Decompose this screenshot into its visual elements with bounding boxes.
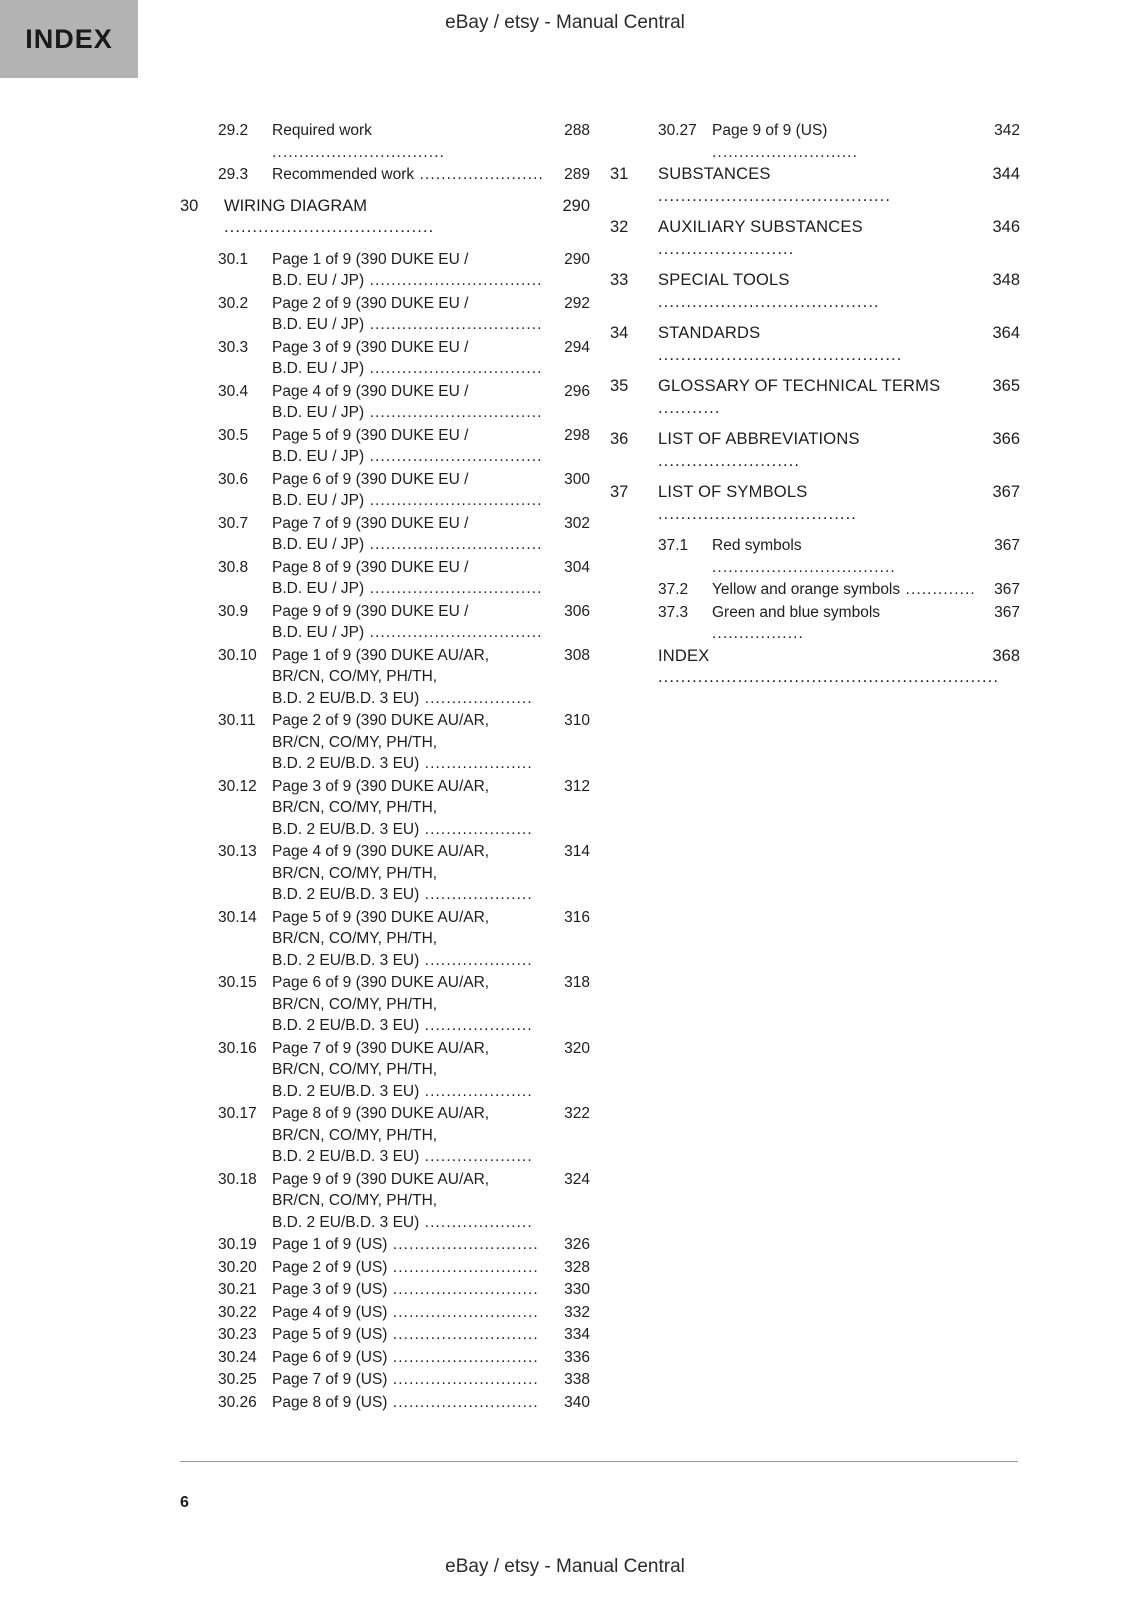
toc-entry-title-line: B.D. 2 EU/B.D. 3 EU) .................... bbox=[272, 951, 533, 969]
toc-entry-page: 322 bbox=[564, 1105, 590, 1122]
toc-entry-number: 30.25 bbox=[218, 1371, 257, 1388]
toc-entry-title bbox=[262, 841, 546, 906]
toc-entry[interactable] bbox=[610, 579, 1020, 601]
toc-entry-number: 30.4 bbox=[218, 382, 249, 400]
toc-entry-number: 35 bbox=[610, 377, 629, 395]
toc-leader-dots: ........................... bbox=[712, 143, 858, 161]
toc-entry-title bbox=[702, 535, 976, 578]
toc-entry[interactable] bbox=[180, 1103, 590, 1168]
toc-entry-number: 30.13 bbox=[218, 843, 257, 860]
toc-entry[interactable] bbox=[180, 1234, 590, 1256]
toc-entry-title-line: Page 4 of 9 (US) ........................... bbox=[272, 1303, 539, 1321]
toc-leader-dots: ................................ bbox=[364, 272, 543, 289]
toc-entry-title-line: Page 5 of 9 (US) ........................... bbox=[272, 1326, 539, 1343]
toc-entry-title-line: BR/CN, CO/MY, PH/TH, bbox=[272, 1061, 438, 1078]
toc-entry-page: 367 bbox=[994, 537, 1020, 554]
toc-entry-title bbox=[262, 1279, 546, 1301]
toc-entry-number: 33 bbox=[610, 271, 629, 289]
toc-entry-title bbox=[262, 1324, 546, 1346]
toc-entry[interactable] bbox=[610, 376, 1020, 419]
toc-entry-page: 302 bbox=[564, 514, 590, 532]
toc-entry[interactable] bbox=[180, 1347, 590, 1369]
toc-entry-title-line: Page 1 of 9 (390 DUKE AU/AR, bbox=[272, 646, 490, 664]
toc-entry-number: 30.18 bbox=[218, 1170, 257, 1188]
toc-entry[interactable] bbox=[180, 601, 590, 644]
page-header-text: eBay / etsy - Manual Central bbox=[445, 12, 685, 33]
toc-entry-number: 30.20 bbox=[218, 1258, 257, 1276]
toc-entry-title bbox=[640, 217, 976, 260]
toc-entry-number: 37.3 bbox=[658, 603, 689, 621]
toc-entry-title bbox=[262, 557, 546, 600]
toc-entry-title-line: Page 1 of 9 (390 DUKE EU / bbox=[272, 250, 469, 268]
toc-entry-page: 289 bbox=[564, 166, 590, 183]
toc-leader-dots: ......................................... bbox=[658, 186, 892, 205]
toc-entry-title-line: Recommended work ....................... bbox=[272, 166, 544, 183]
toc-entry-title-line: Page 7 of 9 (390 DUKE EU / bbox=[272, 514, 469, 532]
toc-entry[interactable] bbox=[180, 1279, 590, 1301]
toc-entry-number: 29.3 bbox=[218, 166, 249, 183]
toc-entry-number: 31 bbox=[610, 165, 629, 183]
toc-entry-title-line: LIST OF SYMBOLS ................................... bbox=[658, 483, 857, 523]
toc-entry-page: 367 bbox=[994, 603, 1020, 621]
toc-entry[interactable] bbox=[180, 972, 590, 1037]
toc-entry-number: 30.24 bbox=[218, 1348, 257, 1366]
toc-entry-page: 366 bbox=[992, 430, 1020, 448]
toc-leader-dots: ............................................................ bbox=[658, 668, 1000, 686]
toc-entry-title bbox=[262, 164, 546, 186]
toc-entry-page: 310 bbox=[564, 712, 590, 729]
toc-entry-title-line: B.D. 2 EU/B.D. 3 EU) .................... bbox=[272, 1017, 533, 1034]
toc-entry-title-line: B.D. EU / JP) ................................ bbox=[272, 316, 543, 333]
toc-leader-dots: ................................... bbox=[658, 504, 857, 523]
toc-entry-number: 32 bbox=[610, 218, 629, 236]
toc-entry-number: 30.2 bbox=[218, 294, 249, 312]
toc-entry-page: 298 bbox=[564, 426, 590, 444]
toc-entry-title bbox=[262, 776, 546, 841]
toc-entry[interactable] bbox=[180, 1302, 590, 1324]
toc-leader-dots: ........................... bbox=[387, 1236, 539, 1253]
toc-entry-number: 30.12 bbox=[218, 777, 257, 795]
toc-entry[interactable] bbox=[180, 381, 590, 424]
toc-entry-page: 296 bbox=[564, 382, 590, 400]
toc-entry-title-line: AUXILIARY SUBSTANCES ........................ bbox=[658, 218, 863, 258]
toc-entry-title-line: Page 2 of 9 (390 DUKE EU / bbox=[272, 294, 469, 312]
toc-entry-page: 290 bbox=[564, 250, 590, 268]
toc-column-right bbox=[610, 120, 1020, 699]
toc-leader-dots: ........................... bbox=[387, 1281, 539, 1298]
toc-entry-title-line: SPECIAL TOOLS ....................................... bbox=[658, 271, 880, 311]
toc-entry-page: 340 bbox=[564, 1393, 590, 1411]
toc-entry-title-line: GLOSSARY OF TECHNICAL TERMS ........... bbox=[658, 377, 941, 417]
toc-leader-dots: ..................................... bbox=[224, 218, 435, 236]
toc-entry-title-line: BR/CN, CO/MY, PH/TH, bbox=[272, 799, 438, 816]
toc-entry-title-line: Page 7 of 9 (US) ........................... bbox=[272, 1371, 539, 1388]
toc-entry[interactable] bbox=[180, 776, 590, 841]
toc-entry-page: 330 bbox=[564, 1281, 590, 1298]
toc-entry-page: 324 bbox=[564, 1170, 590, 1188]
toc-entry[interactable] bbox=[180, 249, 590, 292]
toc-entry-page: 367 bbox=[994, 581, 1020, 598]
toc-entry-page: 314 bbox=[564, 843, 590, 860]
toc-entry-title bbox=[262, 120, 546, 163]
footer-divider bbox=[180, 1461, 1018, 1462]
toc-entry-title-line: Page 6 of 9 (US) ........................... bbox=[272, 1348, 539, 1366]
toc-entry-number: 30.23 bbox=[218, 1326, 257, 1343]
toc-entry-title-line: B.D. EU / JP) ................................ bbox=[272, 536, 543, 553]
toc-entry[interactable] bbox=[180, 513, 590, 556]
toc-entry-title-line: LIST OF ABBREVIATIONS ......................... bbox=[658, 430, 860, 470]
toc-leader-dots: .................... bbox=[419, 1148, 533, 1165]
toc-entry-title bbox=[262, 381, 546, 424]
toc-entry-title bbox=[262, 1169, 546, 1234]
toc-entry-title bbox=[640, 164, 976, 207]
toc-leader-dots: ................................ bbox=[364, 404, 543, 421]
toc-entry-title-line: BR/CN, CO/MY, PH/TH, bbox=[272, 1192, 438, 1209]
toc-entry-number: 30.10 bbox=[218, 646, 257, 664]
toc-entry-page: 288 bbox=[564, 122, 590, 139]
toc-entry-title bbox=[262, 425, 546, 468]
toc-entry-title-line: Page 5 of 9 (390 DUKE AU/AR, bbox=[272, 908, 490, 926]
toc-entry-number: 30.3 bbox=[218, 338, 249, 356]
toc-entry-title bbox=[262, 337, 546, 380]
toc-leader-dots: .................... bbox=[419, 1017, 533, 1034]
toc-leader-dots: ................................ bbox=[364, 316, 543, 333]
toc-entry-number: 30.9 bbox=[218, 602, 249, 620]
toc-entry-title-line: Page 4 of 9 (390 DUKE EU / bbox=[272, 382, 469, 400]
toc-entry-title-line: B.D. 2 EU/B.D. 3 EU) .................... bbox=[272, 755, 533, 772]
toc-leader-dots: ................................ bbox=[364, 360, 543, 377]
toc-entry-title bbox=[262, 1369, 546, 1391]
toc-entry-title bbox=[262, 1347, 546, 1369]
toc-entry-title-line: Page 6 of 9 (390 DUKE AU/AR, bbox=[272, 974, 490, 991]
toc-leader-dots: .................... bbox=[419, 1213, 533, 1231]
toc-leader-dots: .................... bbox=[419, 951, 533, 969]
toc-leader-dots: .................... bbox=[419, 689, 533, 707]
toc-entry-title-line: BR/CN, CO/MY, PH/TH, bbox=[272, 668, 438, 685]
toc-entry-title-line: Page 8 of 9 (390 DUKE AU/AR, bbox=[272, 1105, 490, 1122]
toc-entry[interactable] bbox=[180, 557, 590, 600]
toc-entry-title-line: B.D. 2 EU/B.D. 3 EU) .................... bbox=[272, 886, 533, 903]
toc-entry-page: 306 bbox=[564, 602, 590, 620]
toc-entry-title-line: BR/CN, CO/MY, PH/TH, bbox=[272, 864, 438, 882]
toc-leader-dots: ................................ bbox=[364, 448, 543, 465]
toc-entry-title-line: Page 5 of 9 (390 DUKE EU / bbox=[272, 426, 469, 444]
toc-entry[interactable] bbox=[180, 164, 590, 186]
toc-column-left bbox=[180, 120, 590, 1414]
toc-entry[interactable] bbox=[180, 710, 590, 775]
toc-entry-title-line: BR/CN, CO/MY, PH/TH, bbox=[272, 995, 438, 1013]
toc-leader-dots: .................... bbox=[419, 1082, 533, 1100]
toc-entry-page: 308 bbox=[564, 646, 590, 664]
toc-entry[interactable] bbox=[610, 323, 1020, 366]
toc-entry-number: 34 bbox=[610, 324, 629, 342]
toc-entry[interactable] bbox=[180, 841, 590, 906]
toc-entry[interactable] bbox=[610, 217, 1020, 260]
toc-entry-number: 29.2 bbox=[218, 122, 249, 139]
toc-entry-title-line: B.D. EU / JP) ................................ bbox=[272, 360, 543, 377]
toc-entry-title-line: B.D. 2 EU/B.D. 3 EU) .................... bbox=[272, 689, 533, 707]
toc-entry-page: 326 bbox=[564, 1236, 590, 1253]
toc-entry[interactable] bbox=[610, 535, 1020, 578]
toc-leader-dots: .................................. bbox=[712, 558, 896, 576]
toc-entry-title bbox=[640, 270, 976, 313]
toc-entry-page: 364 bbox=[992, 324, 1020, 342]
toc-leader-dots: ................................ bbox=[364, 492, 543, 509]
toc-entry-number: 37 bbox=[610, 483, 629, 501]
toc-leader-dots: ........................................... bbox=[658, 345, 903, 364]
toc-entry-title-line: BR/CN, CO/MY, PH/TH, bbox=[272, 1126, 438, 1144]
toc-leader-dots: ................................ bbox=[364, 624, 543, 641]
toc-entry[interactable] bbox=[180, 907, 590, 972]
toc-entry-title bbox=[262, 1257, 546, 1279]
toc-entry-title-line: Page 3 of 9 (US) ........................... bbox=[272, 1281, 539, 1298]
toc-entry-title-line: Page 2 of 9 (390 DUKE AU/AR, bbox=[272, 712, 490, 729]
toc-entry-title bbox=[262, 293, 546, 336]
page-number: 6 bbox=[180, 1494, 189, 1511]
toc-entry-title-line: Page 1 of 9 (US) ........................... bbox=[272, 1236, 539, 1253]
toc-entry-title bbox=[640, 376, 976, 419]
toc-entry-title-line: BR/CN, CO/MY, PH/TH, bbox=[272, 733, 438, 751]
toc-leader-dots: ....................................... bbox=[658, 292, 880, 311]
toc-entry-page: 320 bbox=[564, 1039, 590, 1057]
toc-entry-title bbox=[640, 429, 976, 472]
toc-entry-title bbox=[702, 579, 976, 601]
toc-entry-page: 332 bbox=[564, 1303, 590, 1321]
toc-entry-number: 30.16 bbox=[218, 1039, 257, 1057]
toc-entry[interactable] bbox=[180, 1324, 590, 1346]
toc-entry[interactable] bbox=[180, 1169, 590, 1234]
toc-leader-dots: ........................ bbox=[658, 239, 795, 258]
toc-entry-number: 30.5 bbox=[218, 426, 249, 444]
toc-entry-number: 30.14 bbox=[218, 908, 257, 926]
toc-entry-number: 30.21 bbox=[218, 1281, 257, 1298]
toc-entry-number: 30.1 bbox=[218, 250, 249, 268]
toc-entry-title-line: Page 9 of 9 (390 DUKE EU / bbox=[272, 602, 469, 620]
toc-entry[interactable] bbox=[610, 429, 1020, 472]
toc-entry-title bbox=[262, 1103, 546, 1168]
toc-entry[interactable] bbox=[180, 1369, 590, 1391]
toc-entry-number: 30.27 bbox=[658, 122, 697, 139]
index-tab-label: INDEX bbox=[25, 23, 113, 54]
toc-leader-dots: ........................... bbox=[387, 1393, 539, 1411]
toc-leader-dots: .................... bbox=[419, 820, 533, 838]
toc-entry-page: 316 bbox=[564, 908, 590, 926]
toc-entry-title-line: STANDARDS ........................................... bbox=[658, 324, 903, 364]
toc-entry-title-line: B.D. 2 EU/B.D. 3 EU) .................... bbox=[272, 1213, 533, 1231]
toc-entry-number: 30.17 bbox=[218, 1105, 257, 1122]
toc-entry[interactable] bbox=[180, 645, 590, 710]
toc-entry-title bbox=[262, 907, 546, 972]
toc-entry-page: 304 bbox=[564, 558, 590, 576]
toc-leader-dots: ........................... bbox=[387, 1371, 539, 1388]
toc-entry-title-line: Page 2 of 9 (US) ........................... bbox=[272, 1258, 539, 1276]
toc-entry[interactable] bbox=[610, 646, 1020, 689]
toc-entry[interactable] bbox=[180, 337, 590, 380]
toc-entry[interactable] bbox=[610, 482, 1020, 525]
toc-entry-number: 30.26 bbox=[218, 1393, 257, 1411]
toc-entry-page: 348 bbox=[992, 271, 1020, 289]
toc-entry-title-line: B.D. 2 EU/B.D. 3 EU) .................... bbox=[272, 1148, 533, 1165]
toc-entry-number: 30.11 bbox=[218, 712, 256, 729]
page-footer-text: eBay / etsy - Manual Central bbox=[445, 1556, 685, 1577]
toc-leader-dots: .................... bbox=[419, 886, 533, 903]
toc-leader-dots: ........................... bbox=[387, 1348, 539, 1366]
toc-entry-title-line: B.D. 2 EU/B.D. 3 EU) .................... bbox=[272, 820, 533, 838]
toc-entry-page: 294 bbox=[564, 338, 590, 356]
toc-entry-number: 37.2 bbox=[658, 581, 689, 598]
toc-entry[interactable] bbox=[180, 1257, 590, 1279]
toc-entry-title-line: B.D. EU / JP) ................................ bbox=[272, 580, 543, 597]
toc-entry-title-line: INDEX ............................................................ bbox=[658, 646, 1000, 686]
toc-entry-title bbox=[262, 1234, 546, 1256]
toc-entry-title-line: Page 6 of 9 (390 DUKE EU / bbox=[272, 470, 469, 488]
toc-entry-title bbox=[702, 602, 976, 645]
toc-entry-page: 312 bbox=[564, 777, 590, 795]
toc-entry[interactable] bbox=[180, 469, 590, 512]
toc-entry-number: 30 bbox=[180, 196, 199, 215]
toc-entry-title-line: Page 7 of 9 (390 DUKE AU/AR, bbox=[272, 1039, 490, 1057]
toc-entry-title bbox=[224, 196, 546, 239]
toc-entry-title-line: SUBSTANCES ......................................... bbox=[658, 165, 892, 205]
toc-entry-page: 344 bbox=[992, 165, 1020, 183]
toc-entry-number: 30.8 bbox=[218, 558, 249, 576]
toc-entry-page: 334 bbox=[564, 1326, 590, 1343]
toc-entry-number: 30.7 bbox=[218, 514, 249, 532]
toc-entry-page: 346 bbox=[992, 218, 1020, 236]
toc-entry[interactable] bbox=[610, 164, 1020, 207]
toc-entry-title bbox=[262, 1038, 546, 1103]
toc-leader-dots: ................................ bbox=[364, 536, 543, 553]
toc-entry-number: 37.1 bbox=[658, 537, 689, 554]
toc-entry-page: 365 bbox=[992, 377, 1020, 395]
toc-entry[interactable] bbox=[610, 120, 1020, 163]
toc-entry-number: 30.19 bbox=[218, 1236, 257, 1253]
toc-entry-page: 336 bbox=[564, 1348, 590, 1366]
toc-entry[interactable] bbox=[610, 270, 1020, 313]
toc-leader-dots: ........................... bbox=[387, 1303, 539, 1321]
toc-leader-dots: ........................... bbox=[387, 1326, 539, 1343]
toc-entry-title-line: Page 9 of 9 (390 DUKE AU/AR, bbox=[272, 1170, 490, 1188]
toc-leader-dots: ................................ bbox=[364, 580, 543, 597]
toc-entry-page: 368 bbox=[992, 646, 1020, 665]
toc-entry-title-line: B.D. EU / JP) ................................ bbox=[272, 492, 543, 509]
toc-entry-title bbox=[262, 601, 546, 644]
toc-entry-title bbox=[640, 646, 1000, 689]
toc-entry-title bbox=[262, 710, 546, 775]
toc-entry-title-line: Green and blue symbols ................. bbox=[712, 603, 881, 642]
toc-entry[interactable] bbox=[610, 602, 1020, 645]
toc-entry-title bbox=[262, 249, 546, 292]
toc-entry-title-line: Required work ................................ bbox=[272, 122, 446, 161]
toc-entry-title-line: Page 3 of 9 (390 DUKE EU / bbox=[272, 338, 469, 356]
toc-entry-title bbox=[262, 1302, 546, 1324]
toc-entry-title bbox=[262, 513, 546, 556]
toc-entry-title bbox=[640, 323, 976, 366]
toc-entry-page: 290 bbox=[562, 196, 590, 215]
toc-entry-title bbox=[640, 482, 976, 525]
toc-entry-page: 338 bbox=[564, 1371, 590, 1388]
toc-entry-title bbox=[262, 645, 546, 710]
toc-entry[interactable] bbox=[180, 1038, 590, 1103]
toc-entry-title-line: B.D. EU / JP) ................................ bbox=[272, 404, 543, 421]
toc-entry-page: 292 bbox=[564, 294, 590, 312]
toc-entry-title-line: Page 8 of 9 (US) ........................... bbox=[272, 1393, 539, 1411]
toc-entry-page: 367 bbox=[992, 483, 1020, 501]
toc-leader-dots: ................. bbox=[712, 625, 804, 642]
toc-leader-dots: ........................... bbox=[387, 1258, 539, 1276]
toc-entry-title bbox=[702, 120, 976, 163]
toc-entry-page: 342 bbox=[994, 122, 1020, 139]
toc-entry-title bbox=[262, 972, 546, 1037]
toc-leader-dots: ................................ bbox=[272, 143, 446, 161]
toc-entry-number: 30.6 bbox=[218, 470, 249, 488]
toc-entry-number: 30.15 bbox=[218, 974, 257, 991]
toc-entry-page: 318 bbox=[564, 974, 590, 991]
toc-entry-title-line: WIRING DIAGRAM ..................................... bbox=[224, 196, 435, 236]
toc-entry-title-line: BR/CN, CO/MY, PH/TH, bbox=[272, 930, 438, 947]
toc-entry-title-line: Page 3 of 9 (390 DUKE AU/AR, bbox=[272, 777, 490, 795]
toc-entry[interactable] bbox=[180, 120, 590, 163]
toc-leader-dots: ............. bbox=[900, 581, 976, 598]
toc-entry-title-line: Page 4 of 9 (390 DUKE AU/AR, bbox=[272, 843, 490, 860]
toc-entry-title bbox=[262, 1392, 546, 1414]
toc-leader-dots: ....................... bbox=[414, 166, 544, 183]
toc-entry-title-line: B.D. EU / JP) ................................ bbox=[272, 272, 543, 289]
toc-leader-dots: .................... bbox=[419, 755, 533, 772]
toc-entry-page: 300 bbox=[564, 470, 590, 488]
toc-entry-number: 30.22 bbox=[218, 1303, 257, 1321]
toc-entry-title-line: B.D. EU / JP) ................................ bbox=[272, 624, 543, 641]
toc-entry-title-line: B.D. 2 EU/B.D. 3 EU) .................... bbox=[272, 1082, 533, 1100]
toc-entry-title-line: Page 8 of 9 (390 DUKE EU / bbox=[272, 558, 469, 576]
toc-leader-dots: ......................... bbox=[658, 451, 801, 470]
toc-entry-title-line: Page 9 of 9 (US) ........................... bbox=[712, 122, 858, 161]
toc-entry[interactable] bbox=[180, 196, 590, 239]
toc-entry[interactable] bbox=[180, 1392, 590, 1414]
toc-entry-title-line: B.D. EU / JP) ................................ bbox=[272, 448, 543, 465]
toc-leader-dots: ........... bbox=[658, 398, 721, 417]
toc-entry-title-line: Yellow and orange symbols ............. bbox=[712, 581, 976, 598]
toc-entry[interactable] bbox=[180, 425, 590, 468]
toc-entry-number: 36 bbox=[610, 430, 629, 448]
toc-entry-title bbox=[262, 469, 546, 512]
toc-entry-page: 328 bbox=[564, 1258, 590, 1276]
toc-entry-title-line: Red symbols .................................. bbox=[712, 537, 896, 576]
toc-entry[interactable] bbox=[180, 293, 590, 336]
